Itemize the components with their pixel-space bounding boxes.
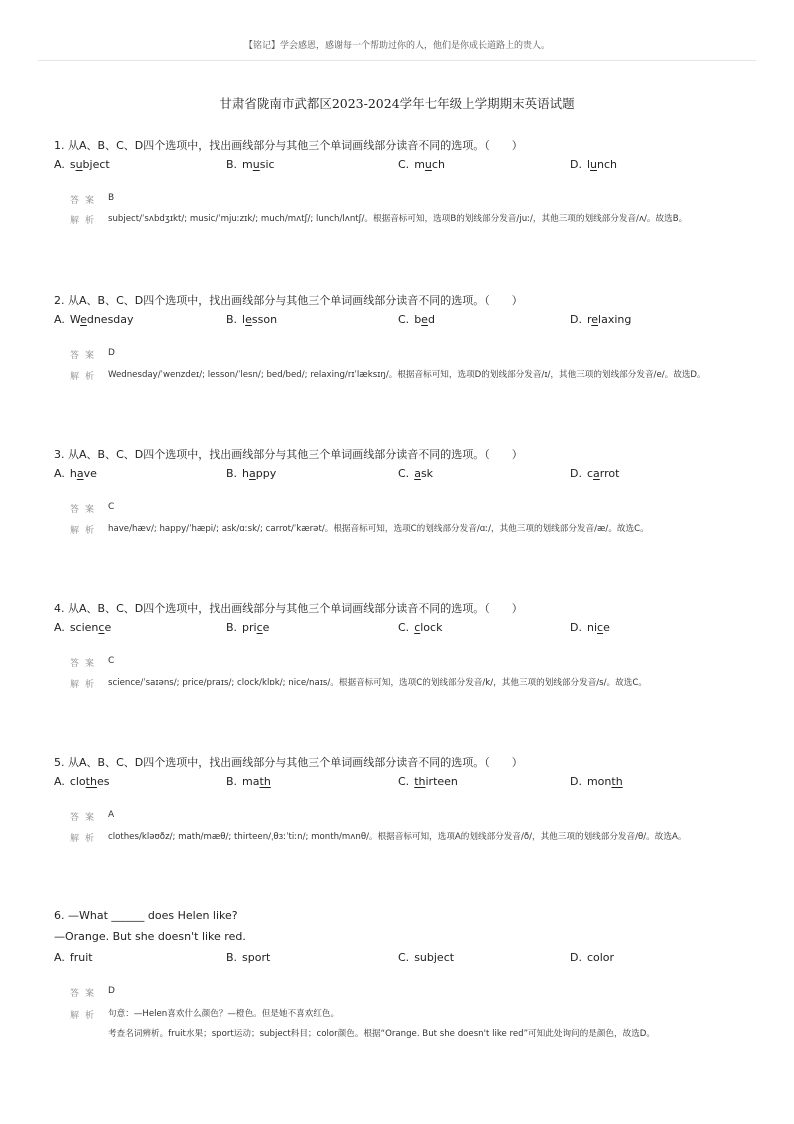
motto: 【铭记】学会感恩，感谢每一个帮助过你的人，他们是你成长道路上的贵人。: [243, 41, 550, 51]
option-letter: D.: [570, 951, 582, 964]
option-underlined-part: e: [245, 313, 252, 326]
option-underlined-part: c: [256, 621, 263, 634]
option-underlined-part: a: [76, 467, 84, 480]
option-b: [226, 951, 270, 964]
answer-value: A: [108, 810, 115, 820]
answer-value: C: [108, 502, 115, 512]
option-letter: A.: [54, 951, 65, 964]
option-d: [570, 951, 614, 964]
option-letter: D.: [570, 313, 582, 326]
option-word-end: ve: [83, 467, 97, 480]
option-word-end: sson: [251, 313, 278, 326]
option-word-end: bject: [82, 158, 110, 171]
option-a: [54, 621, 111, 634]
analysis-text: clothes/kləʊðz/; math/mæθ/; thirteen/ˌθɜːˈtiːn/; month/mʌnθ/。根据音标可知，选项A的划线部分发音/ð/，其他三项的划线部分发音/θ/。故选A。: [108, 832, 687, 842]
option-d: [570, 621, 610, 634]
analysis-text-2: 考查名词辨析。fruit水果；sport运动；subject科目；color颜色。根据“Orange. But she doesn't like red”可知此处询问的是颜色，故选D。: [108, 1029, 656, 1039]
option-letter: A.: [54, 158, 65, 171]
analysis-label: 解析: [70, 216, 101, 226]
option-word-end: d: [427, 313, 435, 326]
analysis-label: 解析: [70, 680, 101, 690]
option-letter: C.: [398, 775, 410, 788]
option-letter: D.: [570, 467, 582, 480]
option-word-start: color: [586, 951, 615, 964]
option-underlined-part: th: [259, 775, 271, 788]
answer-label: 答案: [70, 351, 101, 361]
option-letter: B.: [226, 313, 238, 326]
answer-label: 答案: [70, 989, 101, 999]
option-underlined-part: u: [590, 158, 598, 171]
option-letter: D.: [570, 775, 582, 788]
option-word-start: m: [242, 158, 253, 171]
option-letter: B.: [226, 158, 238, 171]
option-word-start: pri: [242, 621, 257, 634]
option-word-end: sic: [259, 158, 275, 171]
option-d: [570, 313, 631, 326]
question-stem: 5. 从A、B、C、D四个选项中，找出画线部分与其他三个单词画线部分读音不同的选项。（ ）: [54, 756, 523, 769]
option-word-start: c: [586, 467, 594, 480]
analysis-text: subject/ˈsʌbdʒɪkt/; music/ˈmjuːzɪk/; much/mʌtʃ/; lunch/lʌntʃ/。根据音标可知，选项B的划线部分发音/juː/，其他三项的划线部分发音/ʌ/。故选B。: [108, 214, 688, 224]
analysis-text: 句意：—Helen喜欢什么颜色？—橙色。但是她不喜欢红色。: [108, 1009, 340, 1019]
option-d: [570, 467, 619, 480]
option-word-end: laxing: [598, 313, 632, 326]
analysis-text: have/hæv/; happy/ˈhæpi/; ask/ɑːsk/; carrot/ˈkærət/。根据音标可知，选项C的划线部分发音/ɑː/，其他三项的划线部分发音/æ/。故选C。: [108, 524, 649, 534]
answer-label: 答案: [70, 813, 101, 823]
analysis-label: 解析: [70, 526, 101, 536]
option-underlined-part: e: [591, 313, 599, 326]
page-title: 甘肃省陇南市武都区2023-2024学年七年级上学期期末英语试题: [219, 96, 575, 111]
analysis-text: science/ˈsaɪəns/; price/praɪs/; clock/klɒk/; nice/naɪs/。根据音标可知，选项C的划线部分发音/k/，其他三项的划线部分发音/s/。故选C。: [108, 678, 647, 688]
option-word-start: fruit: [69, 951, 93, 964]
option-word-end: nch: [597, 158, 618, 171]
answer-value: C: [108, 656, 115, 666]
option-a: [54, 158, 110, 171]
option-word-start: m: [414, 158, 425, 171]
answer-label: 答案: [70, 659, 101, 669]
analysis-label: 解析: [70, 372, 101, 382]
answer-value: D: [108, 986, 115, 996]
option-underlined-part: th: [414, 775, 426, 788]
option-d: [570, 158, 617, 171]
option-a: [54, 951, 93, 964]
answer-label: 答案: [70, 505, 101, 515]
option-word-start: subject: [414, 951, 455, 964]
option-letter: D.: [570, 621, 582, 634]
option-underlined-part: c: [414, 621, 421, 634]
option-word-start: l: [242, 313, 246, 326]
option-word-end: es: [96, 775, 110, 788]
option-c: [398, 775, 458, 788]
option-c: [398, 621, 442, 634]
option-b: [226, 775, 271, 788]
option-letter: B.: [226, 951, 238, 964]
option-word-end: e: [262, 621, 270, 634]
option-a: [54, 775, 109, 788]
option-letter: C.: [398, 951, 410, 964]
answer-value: D: [108, 348, 115, 358]
question-stem: 3. 从A、B、C、D四个选项中，找出画线部分与其他三个单词画线部分读音不同的选项。（ ）: [54, 448, 523, 461]
option-word-start: sport: [242, 951, 271, 964]
option-letter: C.: [398, 313, 410, 326]
option-c: [398, 467, 433, 480]
option-underlined-part: a: [414, 467, 421, 480]
option-underlined-part: a: [593, 467, 600, 480]
question-stem: 4. 从A、B、C、D四个选项中，找出画线部分与其他三个单词画线部分读音不同的选项。（ ）: [54, 602, 523, 615]
option-word-end: rrot: [599, 467, 620, 480]
option-word-end: sk: [420, 467, 434, 480]
question-stem-line2: —Orange. But she doesn't like red.: [54, 930, 246, 943]
option-word-end: e: [603, 621, 610, 634]
option-underlined-part: u: [75, 158, 83, 171]
option-word-start: r: [586, 313, 592, 326]
question-stem: 2. 从A、B、C、D四个选项中，找出画线部分与其他三个单词画线部分读音不同的选项。（ ）: [54, 294, 523, 307]
option-word-start: scien: [69, 621, 99, 634]
option-c: [398, 313, 435, 326]
option-word-end: lock: [420, 621, 443, 634]
option-underlined-part: u: [424, 158, 432, 171]
option-letter: B.: [226, 467, 238, 480]
analysis-label: 解析: [70, 1011, 101, 1021]
option-word-end: ch: [431, 158, 445, 171]
option-word-end: dnesday: [86, 313, 134, 326]
option-word-start: clo: [69, 775, 86, 788]
option-b: [226, 467, 276, 480]
option-underlined-part: c: [597, 621, 604, 634]
option-b: [226, 621, 269, 634]
option-letter: C.: [398, 621, 410, 634]
analysis-label: 解析: [70, 834, 101, 844]
option-letter: D.: [570, 158, 582, 171]
option-underlined-part: a: [249, 467, 256, 480]
question-stem: 6. —What ______ does Helen like?: [54, 909, 238, 922]
option-b: [226, 313, 277, 326]
option-word-start: h: [69, 467, 77, 480]
option-letter: A.: [54, 313, 65, 326]
answer-label: 答案: [70, 196, 101, 206]
option-letter: B.: [226, 775, 238, 788]
option-word-start: W: [69, 313, 81, 326]
option-underlined-part: e: [80, 313, 87, 326]
option-letter: A.: [54, 467, 65, 480]
option-word-start: h: [242, 467, 250, 480]
option-word-start: l: [586, 158, 591, 171]
option-word-start: ni: [586, 621, 597, 634]
option-word-start: ma: [242, 775, 260, 788]
option-underlined-part: e: [421, 313, 428, 326]
option-word-end: irteen: [425, 775, 458, 788]
option-underlined-part: u: [252, 158, 260, 171]
option-underlined-part: c: [98, 621, 105, 634]
option-underlined-part: th: [85, 775, 97, 788]
option-c: [398, 951, 454, 964]
option-letter: B.: [226, 621, 238, 634]
answer-value: B: [108, 193, 115, 203]
option-letter: A.: [54, 775, 65, 788]
option-letter: C.: [398, 158, 410, 171]
analysis-text: Wednesday/ˈwenzdeɪ/; lesson/ˈlesn/; bed/bed/; relaxing/rɪˈlæksɪŋ/。根据音标可知，选项D的划线部分发音/ɪ/，其他三项的划线部分发音/e/。故选D。: [108, 370, 706, 380]
option-word-start: s: [69, 158, 76, 171]
option-word-start: b: [414, 313, 422, 326]
option-word-end: e: [104, 621, 112, 634]
option-a: [54, 313, 134, 326]
option-d: [570, 775, 623, 788]
option-word-start: mon: [586, 775, 612, 788]
header-divider: [38, 60, 756, 61]
option-underlined-part: th: [611, 775, 623, 788]
option-a: [54, 467, 97, 480]
option-c: [398, 158, 445, 171]
option-letter: C.: [398, 467, 410, 480]
option-b: [226, 158, 275, 171]
option-letter: A.: [54, 621, 65, 634]
question-stem: 1. 从A、B、C、D四个选项中，找出画线部分与其他三个单词画线部分读音不同的选项。（ ）: [54, 139, 523, 152]
option-word-end: ppy: [255, 467, 277, 480]
